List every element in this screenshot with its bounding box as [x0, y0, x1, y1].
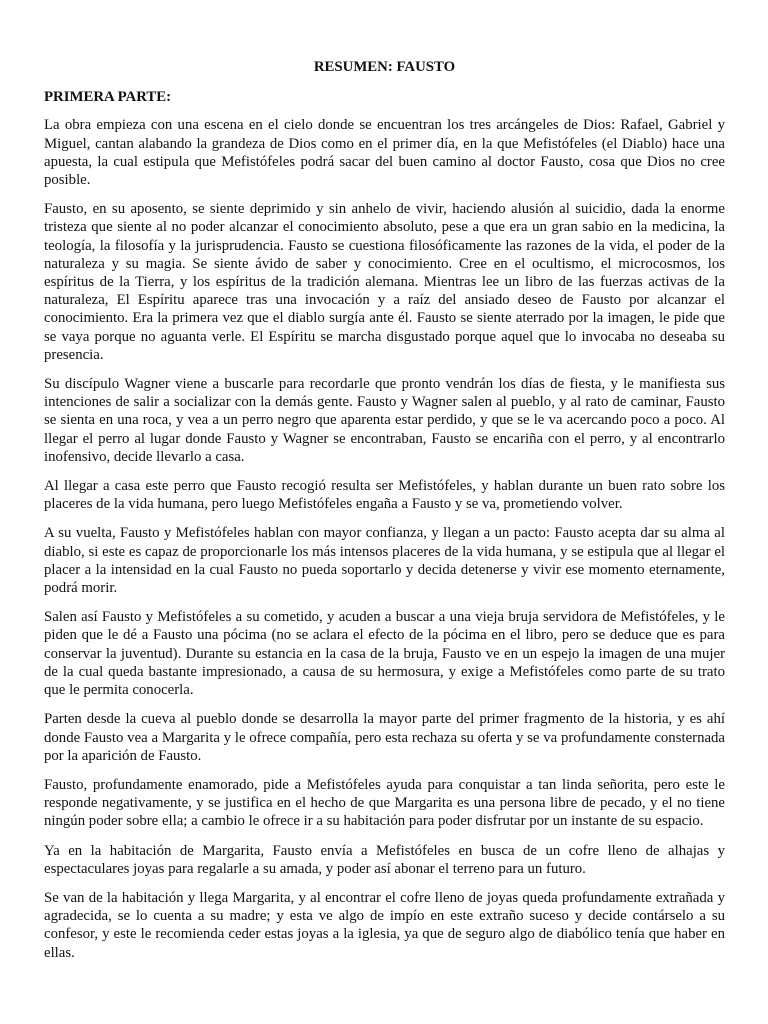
paragraph: Parten desde la cueva al pueblo donde se desarrolla la mayor parte del primer fragmento de la historia, y es ahí donde Fausto vea a Margarita y le ofrece compañía, pero esta rechaza su oferta y se va profundamente consternada por la aparición de Fausto. — [44, 711, 725, 764]
document-title: RESUMEN: FAUSTO — [313, 59, 456, 75]
paragraph: Salen así Fausto y Mefistófeles a su cometido, y acuden a buscar a una vieja bruja servidora de Mefistófeles, y le piden que le dé a Fausto una pócima (no se aclara el efecto de la pócima en el libro, pero se deduce que es para conservar la juventud). Durante su estancia en la casa de la bruja, Fausto ve en un espejo la imagen de una mujer de la cual queda bastante impresionado, a causa de su hermosura, y exige a Mefistófeles como parte de su trato que le permita conocerla. — [44, 609, 725, 699]
paragraph: Se van de la habitación y llega Margarita, y al encontrar el cofre lleno de joyas queda profundamente extrañada y agradecida, se lo cuenta a su madre; y esta ve algo de impío en este extraño suceso y decide contárselo a su confesor, y este le recomienda ceder estas joyas a la iglesia, ya que de seguro algo de diabólico tenía que haber en ellas. — [44, 889, 725, 961]
paragraph: Su discípulo Wagner viene a buscarle para recordarle que pronto vendrán los días de fiesta, y le manifiesta sus intenciones de salir a socializar con la demás gente. Fausto y Wagner salen al pueblo, y al rato de caminar, Fausto se sienta en una roca, y vea a un perro negro que aparenta estar perdido, y que se le va acercando poco a poco. Al llegar el perro al lugar donde Fausto y Wagner se encontraban, Fausto se encariña con el perro, y al encontrarlo inofensivo, decide llevarlo a casa. — [44, 376, 725, 465]
paragraph: Fausto, profundamente enamorado, pide a Mefistófeles ayuda para conquistar a tan linda señorita, pero este le responde negativamente, y se justifica en el hecho de que Margarita es una persona libre de pecado, y el no tiene ningún poder sobre ella; a cambio le ofrece ir a su habitación para poder disfrutar por un instante de su espacio. — [44, 776, 725, 830]
paragraph: A su vuelta, Fausto y Mefistófeles hablan con mayor confianza, y llegan a un pacto: Fausto acepta dar su alma al diablo, si este es capaz de proporcionarle los más intensos placeres de la vida humana, y se estipula que al llegar el placer a la intensidad en la cual Fausto no pueda soportarlo y decida detenerse y vivir ese momento eternamente, podrá morir. — [44, 525, 725, 597]
paragraph: Fausto, en su aposento, se siente deprimido y sin anhelo de vivir, haciendo alusión al suicidio, dada la enorme tristeza que siente al no poder alcanzar el conocimiento absoluto, pese a que era un gran sabio en la medicina, la teología, la filosofía y la jurisprudencia. Fausto se cuestiona filosóficamente las razones de la vida, el poder de la naturaleza y su magia. Se siente ávido de saber y conocimiento. Cree en el ocultismo, el microcosmos, los espíritus de la Tierra, y los espíritus de la tradición alemana. Mientras lee un libro de las fuerzas activas de la naturaleza, El Espíritu aparece tras una invocación y a raíz del ansiado deseo de Fausto por alcanzar el conocimiento. Era la primera vez que el diablo surgía ante él. Fausto se siente aterrado por la imagen, le pide que se vaya porque no aguanta verle. El Espíritu se marcha disgustado porque aquel que lo invocaba no deseaba su presencia. — [44, 201, 725, 363]
document-page — [44, 58, 725, 973]
paragraph: La obra empieza con una escena en el cielo donde se encuentran los tres arcángeles de Dios: Rafael, Gabriel y Miguel, cantan alabando la grandeza de Dios como en el primer día, en la que Mefistófeles (el Diablo) hace una apuesta, la cual estipula que Mefistófeles podrá sacar del buen camino al doctor Fausto, cosa que Dios no cree posible. — [44, 117, 725, 189]
section-heading: PRIMERA PARTE: — [44, 89, 172, 106]
paragraph: Al llegar a casa este perro que Fausto recogió resulta ser Mefistófeles, y hablan durante un buen rato sobre los placeres de la vida humana, pero luego Mefistófeles engaña a Fausto y se va, prometiendo volver. — [44, 478, 725, 513]
paragraph: Ya en la habitación de Margarita, Fausto envía a Mefistófeles en busca de un cofre lleno de alhajas y espectaculares joyas para regalarle a su amada, y poder así abonar el terreno para un futuro. — [44, 842, 725, 877]
